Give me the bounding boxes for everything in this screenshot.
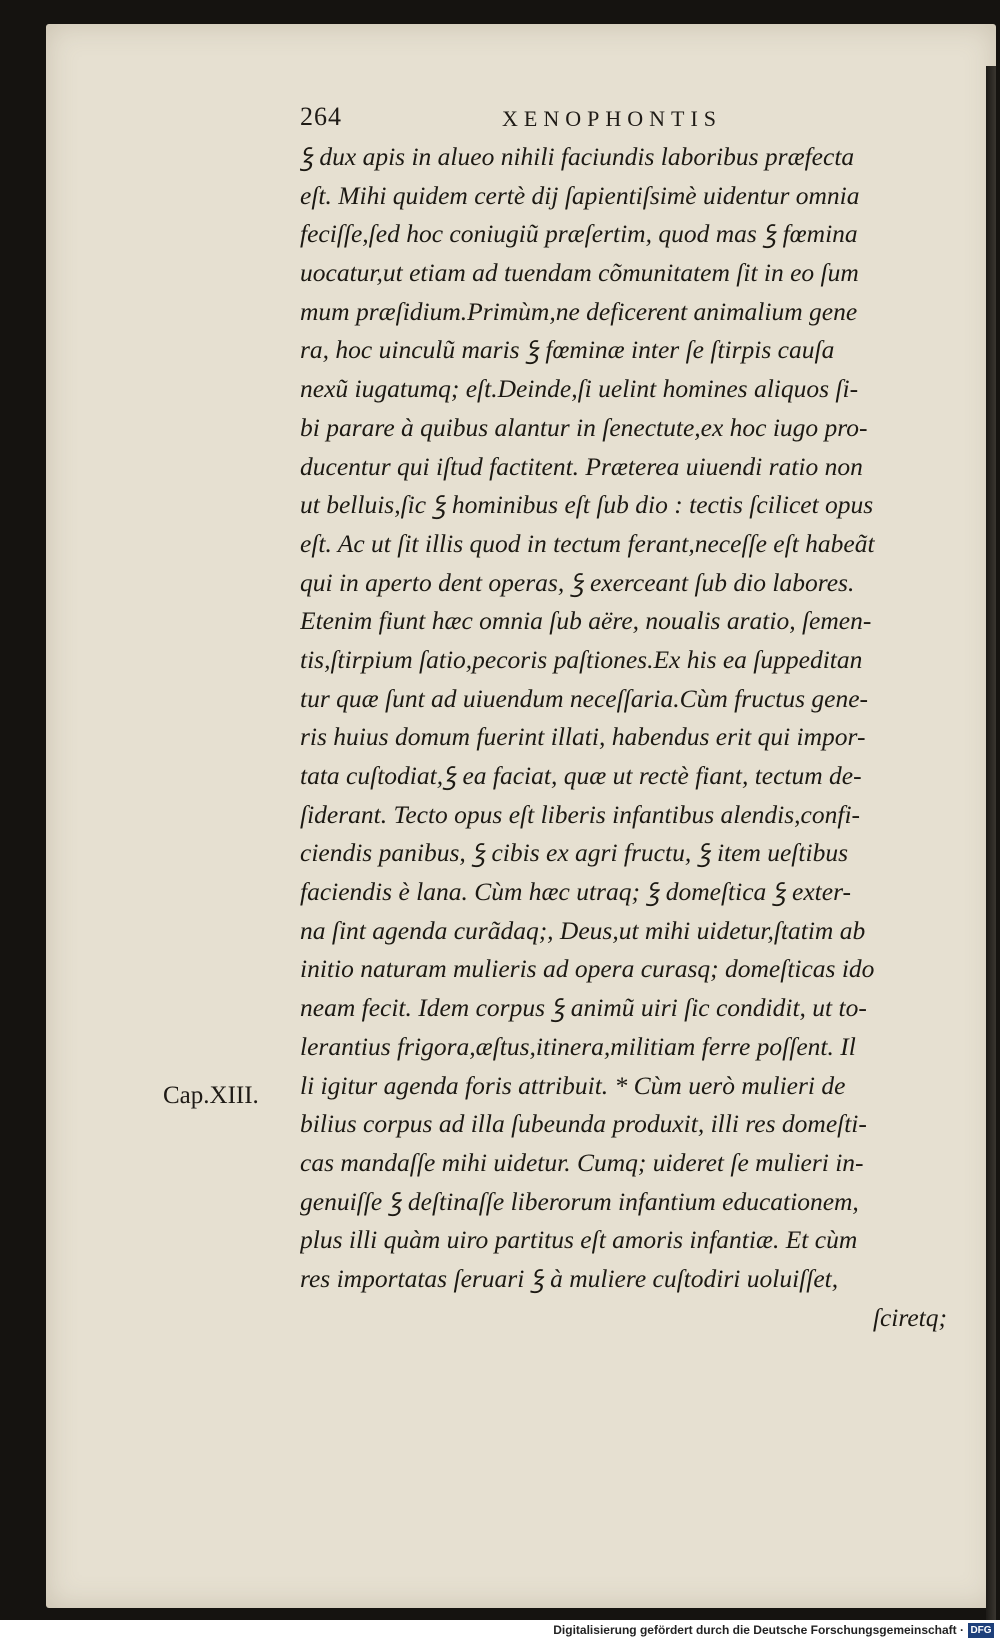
marginal-note: Cap.XIII.: [163, 1082, 259, 1109]
text-line: li igitur agenda foris attribuit. * Cùm uerò mulieri de: [300, 1070, 846, 1100]
text-line: ris huius domum fuerint illati, habendus erit qui impor-: [300, 722, 866, 752]
running-title: XENOPHONTIS: [502, 106, 722, 131]
text-line: initio naturam mulieris ad opera curasq; domeſticas ido: [300, 954, 875, 984]
dfg-logo: DFG: [968, 1623, 994, 1638]
text-line: nexũ iugatumq; eſt.Deinde,ſi uelint homines aliquos ſi-: [300, 374, 859, 404]
text-line: plus illi quàm uiro partitus eſt amoris infantiæ. Et cùm: [300, 1225, 858, 1255]
text-block: [300, 138, 955, 1337]
text-line: genuiſſe ꝣ deſtinaſſe liberorum infantium educationem,: [300, 1186, 859, 1216]
catchword: ſciretq;: [872, 1302, 947, 1332]
text-line: ciendis panibus, ꝣ cibis ex agri fructu, ꝣ item ueſtibus: [300, 838, 848, 868]
text-line: ſiderant. Tecto opus eſt liberis infantibus alendis,confi-: [300, 799, 861, 829]
text-line: ra, hoc uinculũ maris ꝣ fœminæ inter ſe ſtirpis cauſa: [300, 335, 835, 365]
text-line: na ſint agenda curãdaq;, Deus,ut mihi uidetur,ſtatim ab: [300, 915, 866, 945]
funding-notice: Digitalisierung gefördert durch die Deutsche Forschungsgemeinschaft ·: [553, 1623, 964, 1637]
text-line: feciſſe,ſed hoc coniugiũ præſertim, quod mas ꝣ fœmina: [300, 219, 858, 249]
page-header: [300, 102, 780, 132]
text-line: neam fecit. Idem corpus ꝣ animũ uiri ſic condidit, ut to-: [300, 993, 867, 1023]
text-line: tur quæ ſunt ad uiuendum neceſſaria.Cùm fructus gene-: [300, 683, 869, 713]
page-edge-shadow: [986, 66, 996, 1626]
text-line: bilius corpus ad illa ſubeunda produxit, illi res domeſti-: [300, 1109, 867, 1139]
page-number: 264: [300, 102, 342, 131]
text-line: tata cuſtodiat,ꝣ ea faciat, quæ ut rectè fiant, tectum de-: [300, 761, 862, 790]
text-line: res importatas ſeruari ꝣ à muliere cuſtodiri uoluiſſet,: [300, 1263, 839, 1293]
text-line: qui in aperto dent operas, ꝣ exerceant ſub dio labores.: [300, 567, 855, 597]
footer-bar: [0, 1620, 1000, 1642]
text-line: faciendis è lana. Cùm hæc utraq; ꝣ domeſtica ꝣ exter-: [300, 877, 851, 907]
text-line: bi parare à quibus alantur in ſenectute,ex hoc iugo pro-: [300, 412, 868, 442]
text-line: lerantius frigora,æſtus,itinera,militiam ferre poſſent. Il: [300, 1031, 856, 1061]
text-line: eſt. Ac ut ſit illis quod in tectum ferant,neceſſe eſt habeãt: [300, 528, 875, 558]
text-line: eſt. Mihi quidem certè dij ſapientiſsimè uidentur omnia: [300, 180, 860, 210]
text-line: ducentur qui iſtud factitent. Præterea uiuendi ratio non: [300, 451, 863, 481]
text-line: uocatur,ut etiam ad tuendam cõmunitatem ſit in eo ſum: [300, 258, 859, 288]
text-line: mum præſidium.Primùm,ne deficerent animalium gene: [300, 296, 858, 326]
text-line: Etenim fiunt hæc omnia ſub aëre, noualis aratio, ſemen-: [300, 606, 872, 636]
text-line: tis,ſtirpium ſatio,pecoris paſtiones.Ex his ea ſuppeditan: [300, 644, 863, 674]
text-line: ꝣ dux apis in alueo nihili faciundis laboribus præfecta: [300, 142, 855, 171]
text-line: cas mandaſſe mihi uidetur. Cumq; uideret ſe mulieri in-: [300, 1147, 864, 1177]
text-line: ut belluis,ſic ꝣ hominibus eſt ſub dio : tectis ſcilicet opus: [300, 490, 874, 520]
